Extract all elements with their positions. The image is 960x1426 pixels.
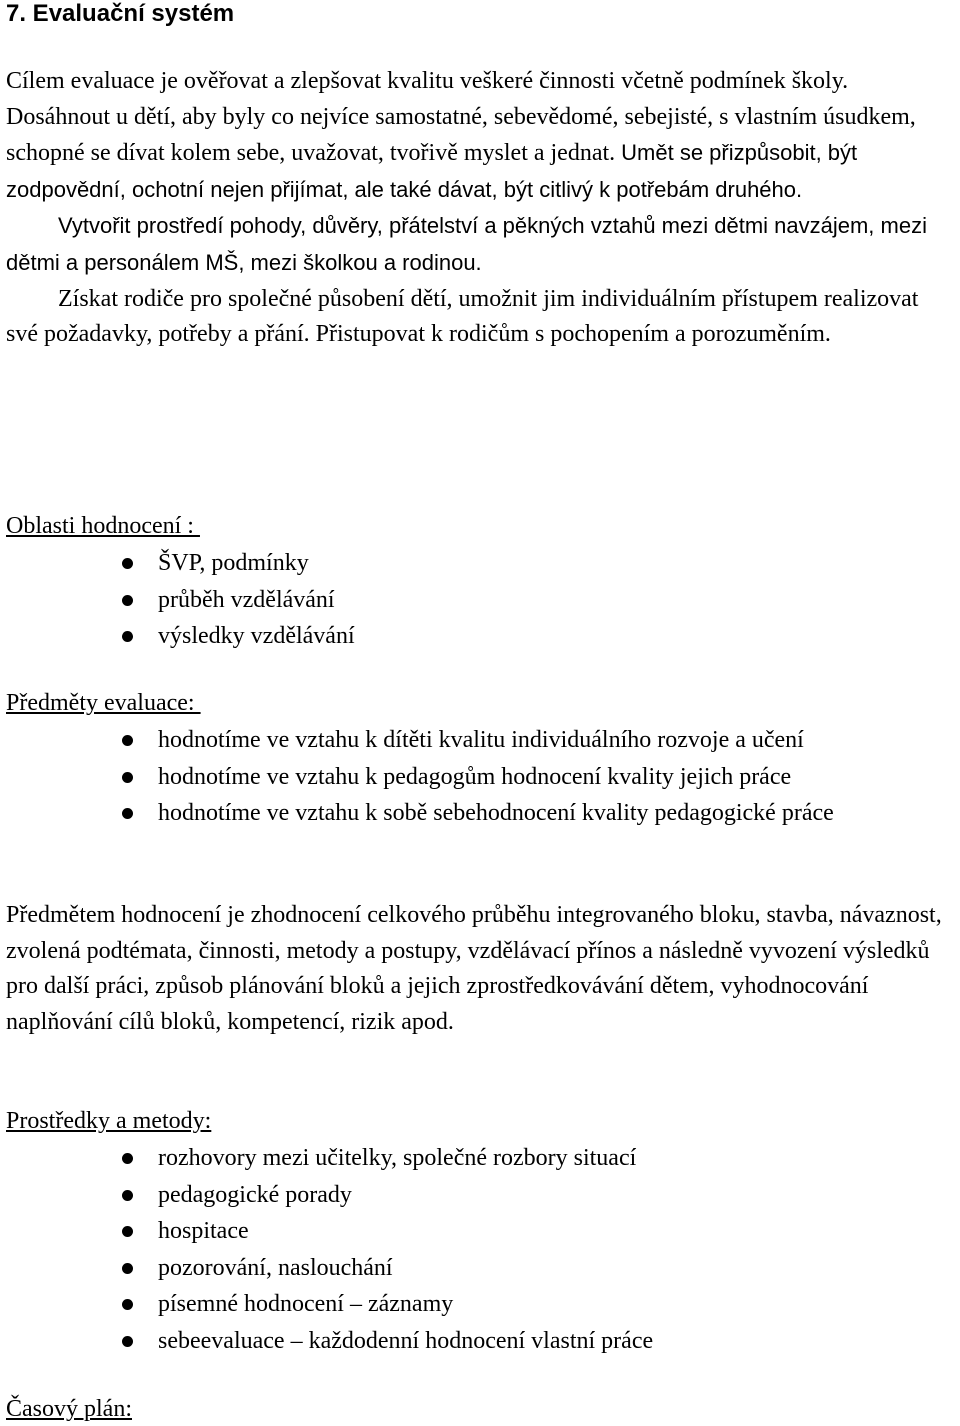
list-item: pozorování, naslouchání — [6, 1250, 958, 1287]
bullet-icon — [122, 558, 133, 569]
section-heading: 7. Evaluační systém — [6, 0, 235, 27]
intro-part-2: Umět se přizpůsobit, být zodpovědní, ochotní nejen přijímat, ale také dávat, být citlivý k potřebám druhého. — [6, 140, 858, 202]
oblasti-list — [6, 545, 958, 655]
bullet-icon — [122, 735, 133, 746]
predmety-label: Předměty evaluace: — [6, 690, 201, 716]
list-item: hodnotíme ve vztahu k dítěti kvalitu individuálního rozvoje a učení — [6, 722, 958, 759]
bullet-icon — [122, 772, 133, 783]
list-item: hodnotíme ve vztahu k pedagogům hodnocení kvality jejich práce — [6, 759, 958, 796]
bullet-icon — [122, 595, 133, 606]
list-item: rozhovory mezi učitelky, společné rozbory situací — [6, 1140, 958, 1177]
bullet-icon — [122, 1190, 133, 1201]
list-item: výsledky vzdělávání — [6, 618, 958, 655]
bullet-icon — [122, 808, 133, 819]
predmety-list — [6, 722, 958, 832]
bullet-icon — [122, 1299, 133, 1310]
list-item: průběh vzdělávání — [6, 582, 958, 619]
casovy-plan-label: Časový plán: — [6, 1396, 132, 1422]
list-item: hospitace — [6, 1213, 958, 1250]
intro-part-1: Cílem evaluace je ověřovat a zlepšovat kvalitu veškeré činnosti včetně podmínek školy. Dosáhnout u dětí, aby byly co nejvíce samostatné, sebevědomé, sebejisté, s vlastním úsudkem, schopné se dívat kolem sebe, uvažovat, tvořivě myslet a jednat. — [6, 68, 916, 167]
list-item: sebeevaluace – každodenní hodnocení vlastní práce — [6, 1323, 958, 1360]
bullet-icon — [122, 1153, 133, 1164]
list-item: ŠVP, podmínky — [6, 545, 958, 582]
list-item: pedagogické porady — [6, 1177, 958, 1214]
predmet-hodnoceni-paragraph: Předmětem hodnocení je zhodnocení celkového průběhu integrovaného bloku, stavba, návaznost, zvolená podtémata, činnosti, metody a postupy, vzdělávací přínos a následně vyvození výsledků pro další práci, způsob plánování bloků a jejich zprostředkovávání dětem, vyhodnocování naplňování cílů bloků, kompetencí, rizik apod. — [6, 902, 942, 1035]
list-item: hodnotíme ve vztahu k sobě sebehodnocení kvality pedagogické práce — [6, 795, 958, 832]
bullet-icon — [122, 1263, 133, 1274]
intro-part-3: Vytvořit prostředí pohody, důvěry, přátelství a pěkných vztahů mezi dětmi navzájem, mezi dětmi a personálem MŠ, mezi školkou a rodinou. — [6, 213, 927, 275]
prostredky-list — [6, 1140, 958, 1359]
bullet-icon — [122, 1336, 133, 1347]
prostredky-label: Prostředky a metody: — [6, 1108, 212, 1134]
oblasti-label: Oblasti hodnocení : — [6, 513, 200, 539]
list-item: písemné hodnocení – záznamy — [6, 1286, 958, 1323]
intro-paragraph-1 — [6, 64, 956, 208]
bullet-icon — [122, 631, 133, 642]
intro-paragraph-3: Získat rodiče pro společné působení dětí, umožnit jim individuálním přístupem realizovat své požadavky, potřeby a přání. Přistupovat k rodičům s pochopením a porozuměním. — [6, 285, 919, 348]
bullet-icon — [122, 1226, 133, 1237]
intro-text — [6, 64, 956, 353]
intro-paragraph-2 — [6, 208, 956, 281]
